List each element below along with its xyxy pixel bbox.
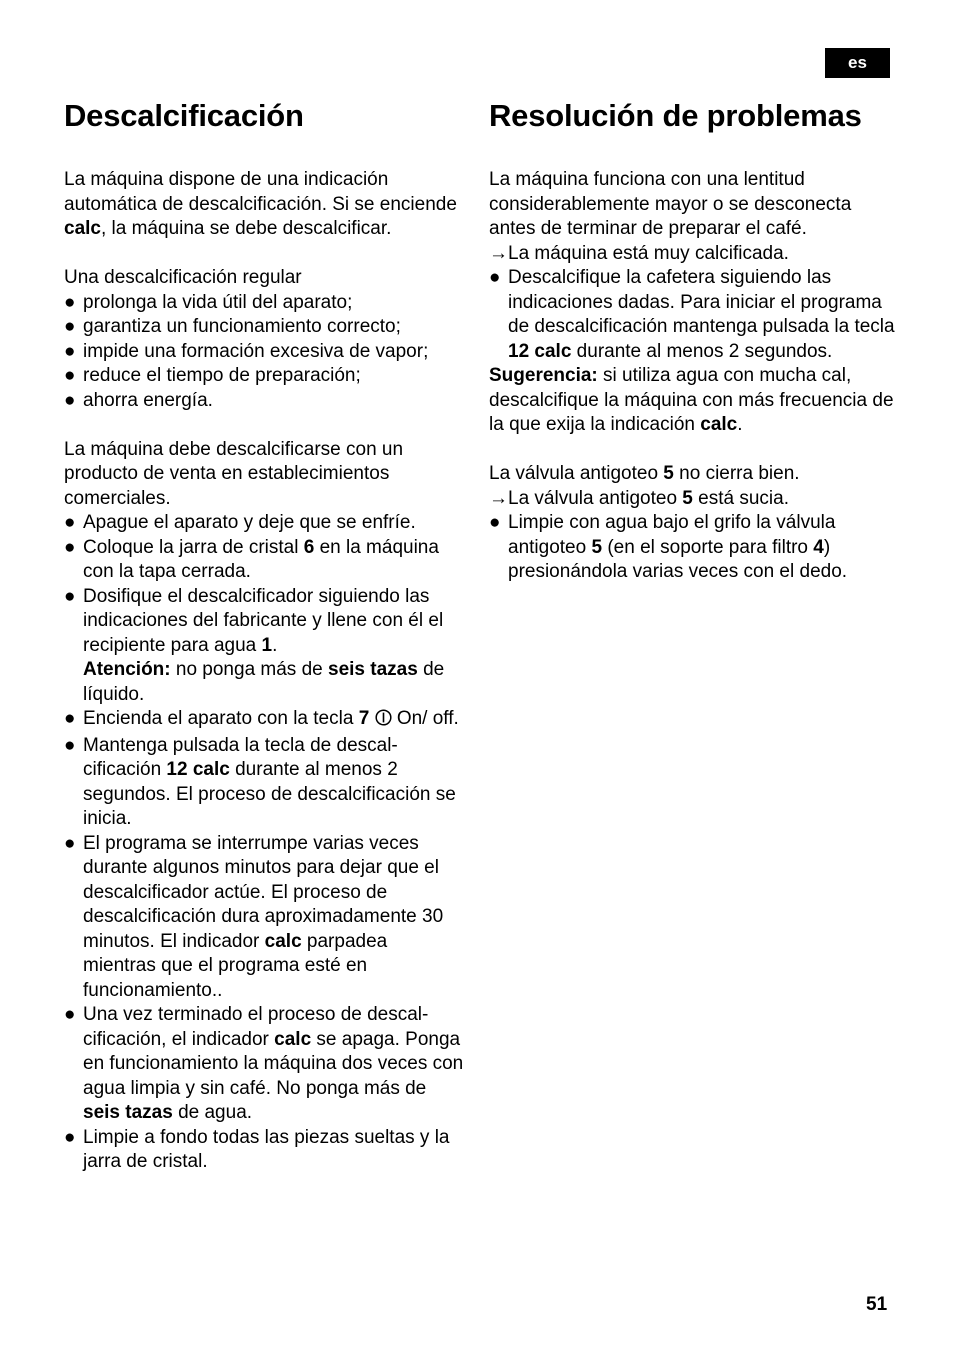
list-item: ● reduce el tiempo de preparación; [64, 364, 464, 389]
list-item: ● impide una formación excesiva de vapor; [64, 340, 464, 365]
step-item: ● Coloque la jarra de cristal 6 en la máquina con la tapa cerrada. [64, 536, 439, 582]
power-icon [375, 709, 392, 734]
bullet-icon: ● [64, 291, 76, 313]
right-column [489, 96, 899, 585]
list-item: ● ahorra energía. [64, 389, 464, 414]
section-title-descaling: Descalcificación [64, 98, 304, 133]
tip-text: Sugerencia: si utiliza agua con mucha cal, descalcifique la máquina con más frecuencia de la que exija la indicación calc. [489, 365, 894, 435]
cause-item: → La máquina está muy calcificada. [489, 242, 899, 267]
section-title-troubleshooting: Resolución de problemas [489, 98, 862, 133]
bullet-icon: ● [64, 316, 76, 337]
step-item: ● Mantenga pulsada la tecla de descal-cificación 12 calc durante al menos 2 segundos. El proceso de descalcificación se inicia. [64, 734, 456, 829]
tip-label: Sugerencia: [489, 365, 598, 386]
bullet-icon: ● [64, 1126, 76, 1148]
step-item: ● El programa se interrumpe varias veces durante algunos minutos para dejar que el descalcificador actúe. El proceso de descalcificación dura aproximadamente 30 minutos. El indicador calc parpadea mientras que el programa esté en funcionamiento.. [64, 832, 444, 1001]
bullet-icon: ● [64, 365, 76, 386]
bullet-icon: ● [64, 832, 76, 854]
step-item: ● Apague el aparato y deje que se enfríe. [64, 511, 464, 536]
bullet-icon: ● [64, 585, 76, 607]
language-badge: es [825, 48, 890, 78]
bullet-icon: ● [64, 340, 76, 362]
bullet-icon: ● [64, 1004, 76, 1025]
bullet-icon: ● [489, 512, 501, 533]
step-item: ● Limpie a fondo todas las piezas sueltas y la jarra de cristal. [64, 1126, 450, 1172]
solution-item: ● Descalcifique la cafetera siguiendo las indicaciones dadas. Para iniciar el programa de descalcificación mantenga pulsada la tecla 12 calc durante al menos 2 segundos. [489, 267, 895, 362]
step-item: ● Encienda el aparato con la tecla 7 On/ off. [64, 707, 464, 734]
solution-item: ● Limpie con agua bajo el grifo la válvula antigoteo 5 (en el soporte para filtro 4) presionándola varias veces con el dedo. [489, 512, 848, 582]
descaling-intro: La máquina dispone de una indicación automática de descalcificación. Si se enciende calc, la máquina se debe descalcificar. [64, 169, 457, 239]
bullet-icon: ● [64, 708, 76, 729]
attention-label: Atención: [83, 659, 171, 680]
bullet-icon: ● [489, 267, 501, 288]
cause-item: → La válvula antigoteo 5 está sucia. [489, 487, 899, 512]
problem-text: La máquina funciona con una lentitud considerablemente mayor o se desconecta antes de terminar de preparar el café. [489, 169, 852, 239]
bullet-icon: ● [64, 734, 76, 756]
bullet-icon: ● [64, 389, 76, 411]
list-item: ● prolonga la vida útil del aparato; [64, 291, 464, 316]
left-column [64, 96, 464, 1175]
step-item: ● Dosifique el descalcificador siguiendo las indicaciones del fabricante y llene con él el recipiente para agua 1. Atención: no ponga más de seis tazas de líquido. [64, 585, 445, 705]
regular-descaling-heading: Una descalcificación regular [64, 267, 302, 288]
bullet-icon: ● [64, 536, 76, 558]
page-number: 51 [866, 1294, 888, 1315]
step-item: ● Una vez terminado el proceso de descal-cificación, el indicador calc se apaga. Ponga en funcionamiento la máquina dos veces con agua limpia y sin café. No ponga más de seis tazas de agua. [64, 1004, 464, 1123]
arrow-right-icon: → [489, 487, 508, 509]
arrow-right-icon: → [489, 242, 508, 264]
list-item: ● garantiza un funcionamiento correcto; [64, 315, 464, 340]
bullet-icon: ● [64, 512, 76, 533]
descaling-product-note: La máquina debe descalcificarse con un producto de venta en establecimientos comerciales. [64, 438, 404, 509]
problem-text: La válvula antigoteo 5 no cierra bien. [489, 463, 800, 484]
